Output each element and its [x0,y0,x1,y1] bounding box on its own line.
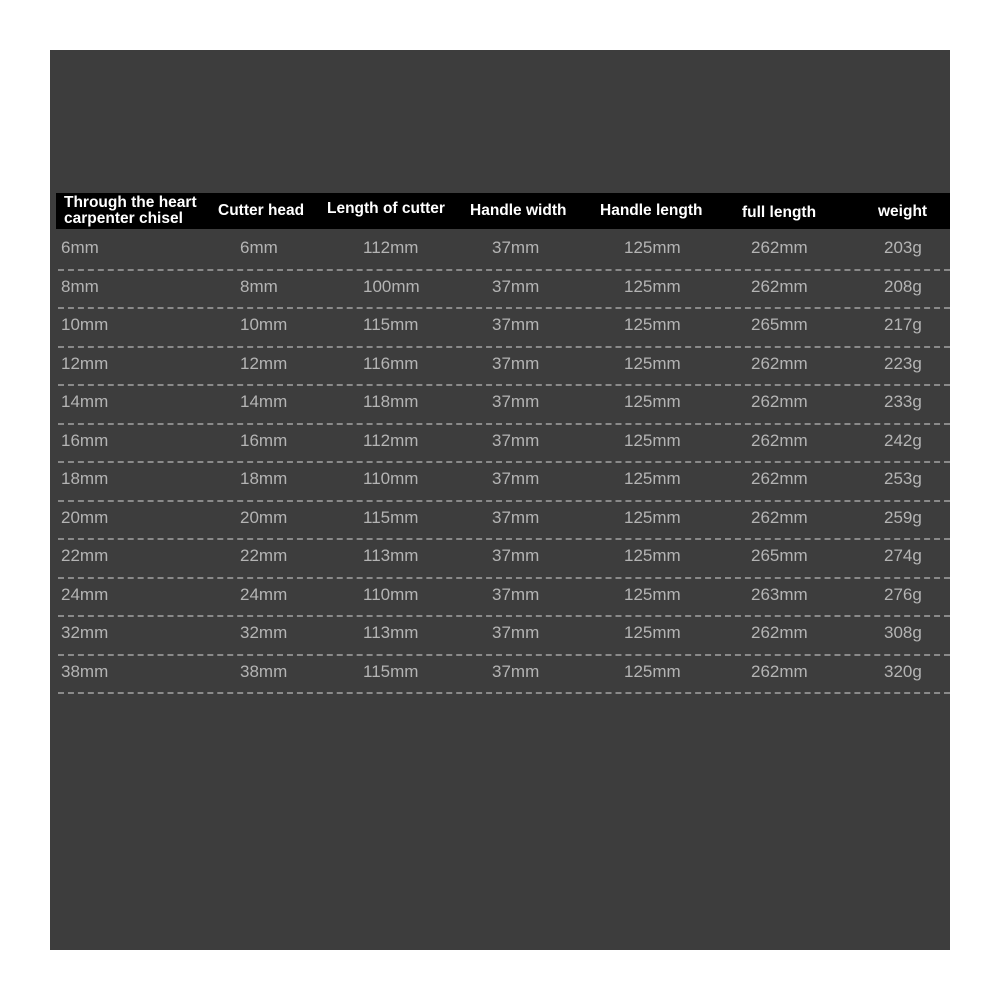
cell-cutter-head: 20mm [240,507,288,527]
cell-length-of-cutter: 112mm [363,238,419,257]
cell-chisel-size: 14mm [61,392,109,411]
table-row [58,348,950,387]
cell-chisel-size: 32mm [61,623,109,642]
cell-chisel-size: 10mm [61,315,109,334]
table-row [58,656,950,695]
cell-cutter-head: 16mm [240,430,288,450]
header-length-of-cutter: Length of cutter [327,200,445,217]
cell-handle-length: 125mm [624,661,681,681]
cell-handle-width: 37mm [492,315,540,334]
table-header [56,193,950,229]
cell-handle-width: 37mm [492,276,540,296]
cell-handle-length: 125mm [624,430,681,450]
cell-full-length: 262mm [751,469,808,488]
cell-length-of-cutter: 100mm [363,276,420,296]
cell-cutter-head: 38mm [240,661,288,681]
cell-full-length: 262mm [751,238,808,257]
cell-weight: 223g [884,353,922,373]
cell-cutter-head: 24mm [240,584,288,604]
cell-cutter-head: 8mm [240,276,278,296]
table-row [58,463,950,502]
header-full-length: full length [742,204,817,221]
cell-handle-length: 125mm [624,276,681,296]
cell-handle-width: 37mm [492,661,540,681]
cell-handle-width: 37mm [492,238,540,257]
cell-chisel-size: 12mm [61,353,109,373]
cell-cutter-head: 14mm [240,392,288,411]
cell-cutter-head: 6mm [240,238,278,257]
cell-cutter-head: 12mm [240,353,288,373]
cell-chisel-size: 38mm [61,661,109,681]
cell-chisel-size: 22mm [61,546,109,565]
cell-chisel-size: 20mm [61,507,109,527]
cell-cutter-head: 32mm [240,623,288,642]
cell-full-length: 265mm [751,546,808,565]
cell-handle-width: 37mm [492,469,540,488]
cell-length-of-cutter: 113mm [363,623,419,642]
cell-weight: 276g [884,584,922,604]
table-body [58,232,950,694]
cell-handle-width: 37mm [492,353,540,373]
cell-cutter-head: 18mm [240,469,288,488]
table-row [58,617,950,656]
cell-handle-length: 125mm [624,507,681,527]
cell-handle-length: 125mm [624,623,681,642]
header-cutter-head: Cutter head [218,202,305,219]
cell-chisel-size: 6mm [61,238,99,257]
cell-weight: 242g [884,430,922,450]
cell-handle-length: 125mm [624,315,681,334]
cell-full-length: 262mm [751,623,808,642]
cell-handle-length: 125mm [624,469,681,488]
cell-full-length: 265mm [751,315,808,334]
cell-weight: 253g [884,469,922,488]
cell-length-of-cutter: 118mm [363,392,419,411]
table-row [58,386,950,425]
table-row [58,579,950,618]
cell-chisel-size: 24mm [61,584,109,604]
table-row [58,309,950,348]
cell-chisel-size: 18mm [61,469,109,488]
cell-handle-length: 125mm [624,238,681,257]
cell-full-length: 263mm [751,584,808,604]
cell-handle-width: 37mm [492,623,540,642]
cell-cutter-head: 10mm [240,315,288,334]
cell-length-of-cutter: 112mm [363,430,419,450]
cell-full-length: 262mm [751,507,808,527]
cell-length-of-cutter: 116mm [363,353,419,373]
cell-weight: 217g [884,315,922,334]
header-chisel-size: Through the heart carpenter chisel [64,194,197,227]
cell-length-of-cutter: 115mm [363,315,419,334]
cell-length-of-cutter: 110mm [363,469,419,488]
cell-length-of-cutter: 115mm [363,661,419,681]
cell-handle-width: 37mm [492,392,540,411]
cell-cutter-head: 22mm [240,546,288,565]
cell-chisel-size: 16mm [61,430,109,450]
cell-handle-length: 125mm [624,546,681,565]
spec-panel [50,50,950,950]
table-row [58,502,950,541]
cell-handle-width: 37mm [492,546,540,565]
cell-weight: 208g [884,276,922,296]
cell-length-of-cutter: 113mm [363,546,419,565]
cell-weight: 233g [884,392,922,411]
cell-weight: 274g [884,546,922,565]
cell-length-of-cutter: 110mm [363,584,419,604]
cell-handle-width: 37mm [492,430,540,450]
cell-handle-length: 125mm [624,392,681,411]
cell-weight: 308g [884,623,922,642]
cell-handle-length: 125mm [624,584,681,604]
cell-length-of-cutter: 115mm [363,507,419,527]
header-handle-width: Handle width [470,202,567,219]
cell-weight: 259g [884,507,922,527]
cell-full-length: 262mm [751,430,808,450]
table-row [58,232,950,271]
table-row [58,540,950,579]
cell-weight: 320g [884,661,922,681]
cell-full-length: 262mm [751,392,808,411]
cell-full-length: 262mm [751,353,808,373]
cell-handle-length: 125mm [624,353,681,373]
table-row [58,425,950,464]
cell-full-length: 262mm [751,661,808,681]
cell-full-length: 262mm [751,276,808,296]
header-weight: weight [878,203,928,220]
cell-handle-width: 37mm [492,584,540,604]
cell-handle-width: 37mm [492,507,540,527]
cell-chisel-size: 8mm [61,276,99,296]
cell-weight: 203g [884,238,922,257]
table-row [58,271,950,310]
header-handle-length: Handle length [600,202,703,219]
